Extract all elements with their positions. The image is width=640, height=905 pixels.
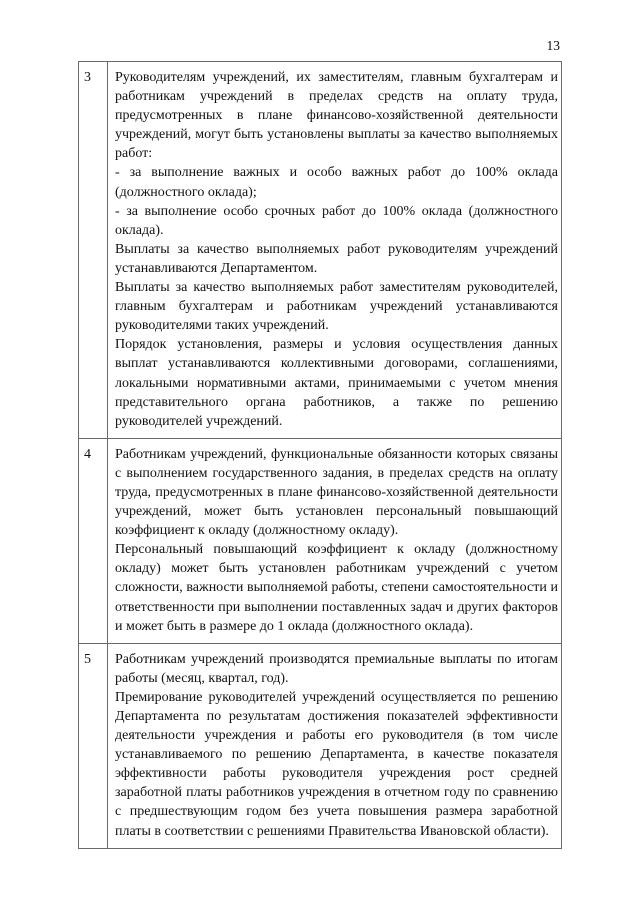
paragraph: - за выполнение особо срочных работ до 100% оклада (должностного оклада). (115, 203, 558, 238)
table-row (79, 438, 562, 643)
item-number: 4 (84, 446, 91, 462)
page-number: 13 (546, 38, 560, 53)
item-number: 5 (84, 651, 91, 667)
item-number-cell (79, 643, 108, 848)
paragraph: Порядок установления, размеры и условия осуществления данных выплат устанавливаются коллективными договорами, соглашениями, локальными нормативными актами, принимаемыми с учетом мнения представительного органа работников, а также по решению руководителей учреждений. (115, 337, 558, 429)
paragraph: Руководителям учреждений, их заместителям, главным бухгалтерам и работникам учреждений в пределах средств на оплату труда, предусмотренных в плане финансово-хозяйственной деятельности учреждений, могут быть установлены выплаты за качество выполняемых работ: (115, 70, 558, 162)
regulation-table (78, 61, 562, 849)
paragraph: Премирование руководителей учреждений осуществляется по решению Департамента по результатам достижения показателей эффективности деятельности учреждения и работы его руководителя (в том числе устанавливаемого по решению Департамента, в качестве показателя эффективности работы руководителя учреждения рост средней заработной платы работников учреждения в отчетном году по сравнению с предшествующим годом без учета повышения размера заработной платы в соответствии с решениями Правительства Ивановской области). (115, 689, 558, 839)
paragraph: Выплаты за качество выполняемых работ заместителям руководителей, главным бухгалтерам и работникам учреждений устанавливаются руководителями таких учреждений. (115, 280, 558, 334)
item-number-cell (79, 438, 108, 643)
paragraph: Работникам учреждений, функциональные обязанности которых связаны с выполнением государственного задания, в пределах средств на оплату труда, предусмотренных в плане финансово-хозяйственной деятельности учреждений, может быть установлен персональный повышающий коэффициент к окладу (должностному окладу). (115, 446, 558, 539)
paragraph: - за выполнение важных и особо важных работ до 100% оклада (должностного оклада); (115, 165, 558, 200)
item-number-cell (79, 62, 108, 439)
item-number: 3 (84, 70, 91, 85)
item-text-cell (108, 438, 562, 643)
paragraph: Работникам учреждений производятся премиальные выплаты по итогам работы (месяц, квартал, год). (115, 651, 558, 686)
table-row (79, 62, 562, 439)
paragraph: Персональный повышающий коэффициент к окладу (должностному окладу) может быть установлен работникам учреждений с учетом сложности, важности выполняемой работы, степени самостоятельности и ответственности при выполнении поставленных задач и других факторов и может быть в размере до 1 оклада (должностного оклада). (115, 542, 558, 634)
item-text-cell (108, 62, 562, 439)
item-text-cell (108, 643, 562, 848)
paragraph: Выплаты за качество выполняемых работ руководителям учреждений устанавливаются Департаментом. (115, 241, 558, 276)
table-row (79, 643, 562, 848)
